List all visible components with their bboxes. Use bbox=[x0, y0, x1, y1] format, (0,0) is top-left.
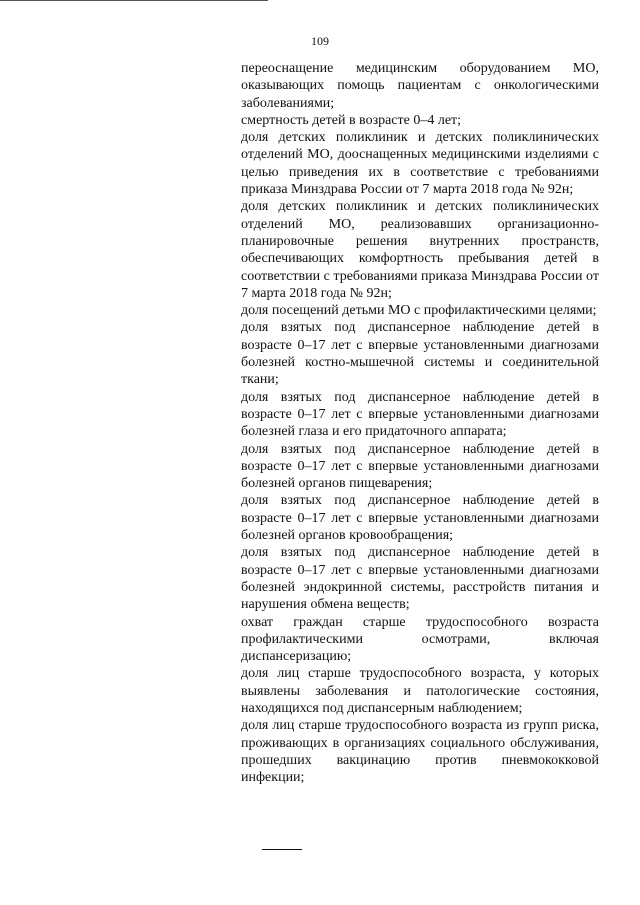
paragraph-3: доля детских поликлиник и детских поликлинических отделений МО, дооснащенных медицинскими изделиями с целью приведения их в соответствие с требованиями приказа Минздрава России от 7 марта 2018 года № 92н; bbox=[241, 130, 599, 198]
paragraph-7: доля взятых под диспансерное наблюдение детей в возрасте 0–17 лет с впервые установленными диагнозами болезней глаза и его придаточного аппарата; bbox=[241, 389, 599, 440]
paragraph-8: доля взятых под диспансерное наблюдение детей в возрасте 0–17 лет с впервые установленными диагнозами болезней органов пищеварения; bbox=[241, 441, 599, 492]
page-body bbox=[241, 60, 599, 786]
paragraph-11: охват граждан старше трудоспособного возраста профилактическими осмотрами, включая диспансеризацию; bbox=[241, 614, 599, 665]
paragraph-6: доля взятых под диспансерное наблюдение детей в возрасте 0–17 лет с впервые установленными диагнозами болезней костно-мышечной системы и соединительной ткани; bbox=[241, 320, 599, 388]
paragraph-1: переоснащение медицинским оборудованием МО, оказывающих помощь пациентам с онкологическими заболеваниями; bbox=[241, 61, 599, 111]
paragraph-12: доля лиц старше трудоспособного возраста, у которых выявлены заболевания и патологические состояния, находящихся под диспансерным наблюдением; bbox=[241, 666, 599, 716]
end-of-page-rule bbox=[262, 849, 302, 850]
page-number: 109 bbox=[311, 34, 329, 48]
top-rule bbox=[0, 0, 268, 1]
paragraph-13: доля лиц старше трудоспособного возраста из групп риска, проживающих в организациях социального обслуживания, прошедших вакцинацию против пневмококковой инфекции; bbox=[241, 718, 599, 786]
paragraph-4: доля детских поликлиник и детских поликлинических отделений МО, реализовавших организационно-планировочные решения внутренних пространств, обеспечивающих комфортность пребывания детей в соответствии с требованиями приказа Минздрава России от 7 марта 2018 года № 92н; bbox=[241, 199, 599, 301]
paragraph-5: доля посещений детьми МО с профилактическими целями; bbox=[241, 303, 597, 319]
paragraph-10: доля взятых под диспансерное наблюдение детей в возрасте 0–17 лет с впервые установленными диагнозами болезней эндокринной системы, расстройств питания и нарушения обмена веществ; bbox=[241, 545, 599, 613]
paragraph-2: смертность детей в возрасте 0–4 лет; bbox=[241, 112, 462, 128]
paragraph-9: доля взятых под диспансерное наблюдение детей в возрасте 0–17 лет с впервые установленными диагнозами болезней органов кровообращения; bbox=[241, 493, 599, 544]
